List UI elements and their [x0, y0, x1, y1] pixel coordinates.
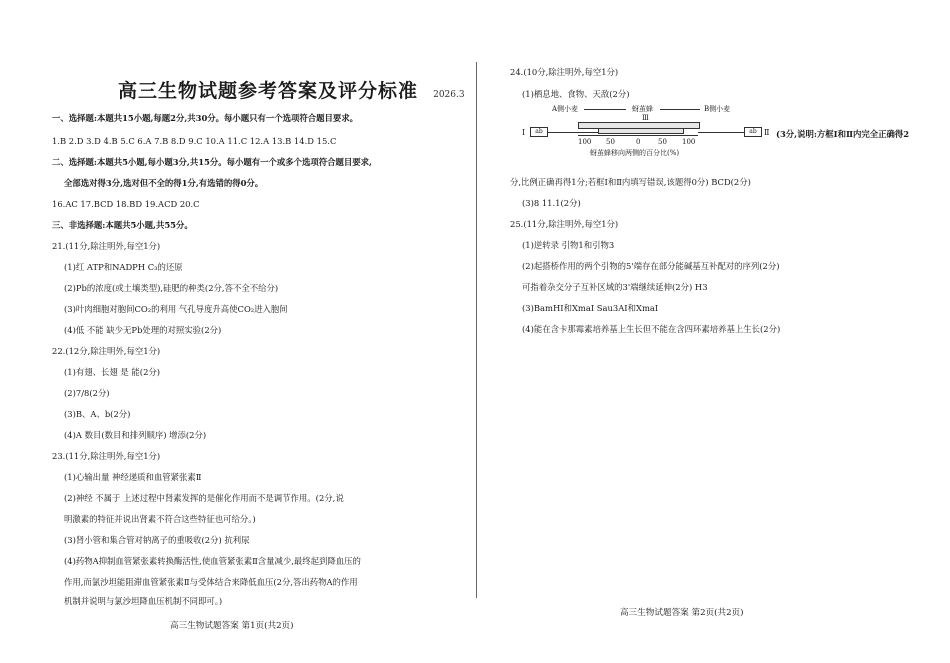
arrow-left-line — [584, 109, 626, 110]
q22-2: (2)7/8(2分) — [64, 388, 110, 398]
roman-1-label: Ⅰ — [522, 128, 526, 137]
diagram-note: (3分,说明:方框Ⅰ和Ⅱ内完全正确得2 — [776, 129, 910, 139]
left-footer: 高三生物试题答案 第1页(共2页) — [170, 621, 294, 631]
q21-1: (1)红 ATP和NADPH C₃的还原 — [64, 262, 183, 272]
q25-3: (3)BamHⅠ和XmaⅠ Sau3AⅠ和XmaⅠ — [522, 303, 659, 313]
q25-4: (4)能在含卡那霉素培养基上生长但不能在含四环素培养基上生长(2分) — [522, 324, 781, 334]
q21-header: 21.(11分,除注明外,每空1分) — [52, 241, 161, 251]
answer-box-1: ab — [530, 127, 548, 137]
q24-3: (3)8 11.1(2分) — [522, 198, 581, 208]
q21-3: (3)叶肉细胞对胞间CO₂的利用 气孔导度升高使CO₂进入胞间 — [64, 304, 288, 314]
q25-header: 25.(11分,除注明外,每空1分) — [510, 219, 619, 229]
section-1-header: 一、选择题:本题共15小题,每题2分,共30分。每小题只有一个选项符合题目要求。 — [52, 113, 359, 123]
mc-answers-1: 1.B 2.D 3.D 4.B 5.C 6.A 7.B 8.D 9.C 10.A 11.C 12.A 13.B 14.D 15.C — [52, 136, 337, 146]
right-footer: 高三生物试题答案 第2页(共2页) — [620, 608, 744, 618]
page-date: 2026.3 — [433, 90, 465, 100]
tick-1: 100 — [578, 138, 592, 146]
q25-2: (2)起搭桥作用的两个引物的5'端存在部分能碱基互补配对的序列(2分) — [522, 261, 780, 271]
q25-2-cont: 可指着杂交分子互补区域的3'端继续延伸(2分) H3 — [522, 282, 708, 292]
diagram-a-label: A侧小麦 — [552, 105, 579, 113]
q23-1: (1)心输出量 神经递质和血管紧张素Ⅱ — [64, 472, 202, 482]
q25-1: (1)逆转录 引物1和引物3 — [522, 240, 615, 250]
answer-box-2: ab — [744, 127, 762, 137]
q23-2-cont: 明激素的特征并说出肾素不符合这些特征也可给分。) — [64, 514, 256, 524]
q21-2: (2)Pb的浓度(或土壤类型),硅肥的种类(2分,答不全不给分) — [64, 283, 279, 293]
right-connector — [698, 132, 744, 133]
q22-3: (3)B、A、b(2分) — [64, 409, 131, 419]
diagram-bar-bottom — [598, 128, 684, 134]
q22-4: (4)A 数目(数目和排列顺序) 增添(2分) — [64, 430, 207, 440]
q23-4-cont-1: 作用,而氯沙坦能阻滞血管紧张素Ⅱ与受体结合来降低血压(2分,答出药物A的作用 — [64, 577, 358, 587]
q24-header: 24.(10分,除注明外,每空1分) — [510, 67, 619, 77]
q23-4: (4)药物A抑制血管紧张素转换酶活性,使血管紧张素Ⅱ含量减少,最终起到降血压的 — [64, 556, 361, 566]
roman-2-label: Ⅱ — [764, 128, 770, 137]
title-block — [118, 76, 465, 103]
q22-1: (1)有翅、长翅 是 能(2分) — [64, 367, 161, 377]
section-2-rule: 全部选对得3分,选对但不全的得1分,有选错的得0分。 — [64, 178, 264, 188]
page-title: 高三生物试题参考答案及评分标准 — [118, 80, 419, 102]
q23-header: 23.(11分,除注明外,每空1分) — [52, 451, 161, 461]
tick-5: 100 — [682, 138, 696, 146]
q22-header: 22.(12分,除注明外,每空1分) — [52, 346, 161, 356]
q23-2: (2)神经 不属于 上述过程中肾素发挥的是催化作用而不是调节作用。(2分,说 — [64, 493, 344, 503]
q23-3: (3)肾小管和集合管对钠离子的重吸收(2分) 抗利尿 — [64, 535, 250, 545]
q24-1: (1)栖息地、食物、天敌(2分) — [522, 89, 630, 99]
mc-answers-2: 16.AC 17.BCD 18.BD 19.ACD 20.C — [52, 199, 200, 209]
diagram-center-mark: Ⅲ — [642, 114, 649, 122]
scale-axis — [578, 135, 698, 136]
q23-4-cont-2: 机制并说明与氯沙坦降血压机制不同即可。) — [64, 596, 223, 606]
tick-3: 0 — [636, 138, 641, 146]
tick-4: 50 — [658, 138, 667, 146]
q24-diagram — [514, 102, 910, 168]
q21-4: (4)低 不能 缺少无Pb处理的对照实验(2分) — [64, 325, 222, 335]
q24-2: 分,比例正确再得1分;若框Ⅰ和Ⅱ内填写错误,该题得0分) BCD(2分) — [510, 177, 751, 187]
arrow-right-line — [660, 109, 700, 110]
section-2-header: 二、选择题:本题共5小题,每小题3分,共15分。每小题有一个或多个选项符合题目要求, — [52, 157, 372, 167]
section-3-header: 三、非选择题:本题共5小题,共55分。 — [52, 220, 193, 230]
right-page — [480, 0, 950, 663]
diagram-caption: 蚜茧蜂移向两侧的百分比(%) — [590, 149, 680, 157]
diagram-b-label: B侧小麦 — [704, 105, 731, 113]
tick-2: 50 — [606, 138, 615, 146]
diagram-middle-label: 蚜茧蜂 — [632, 105, 653, 113]
